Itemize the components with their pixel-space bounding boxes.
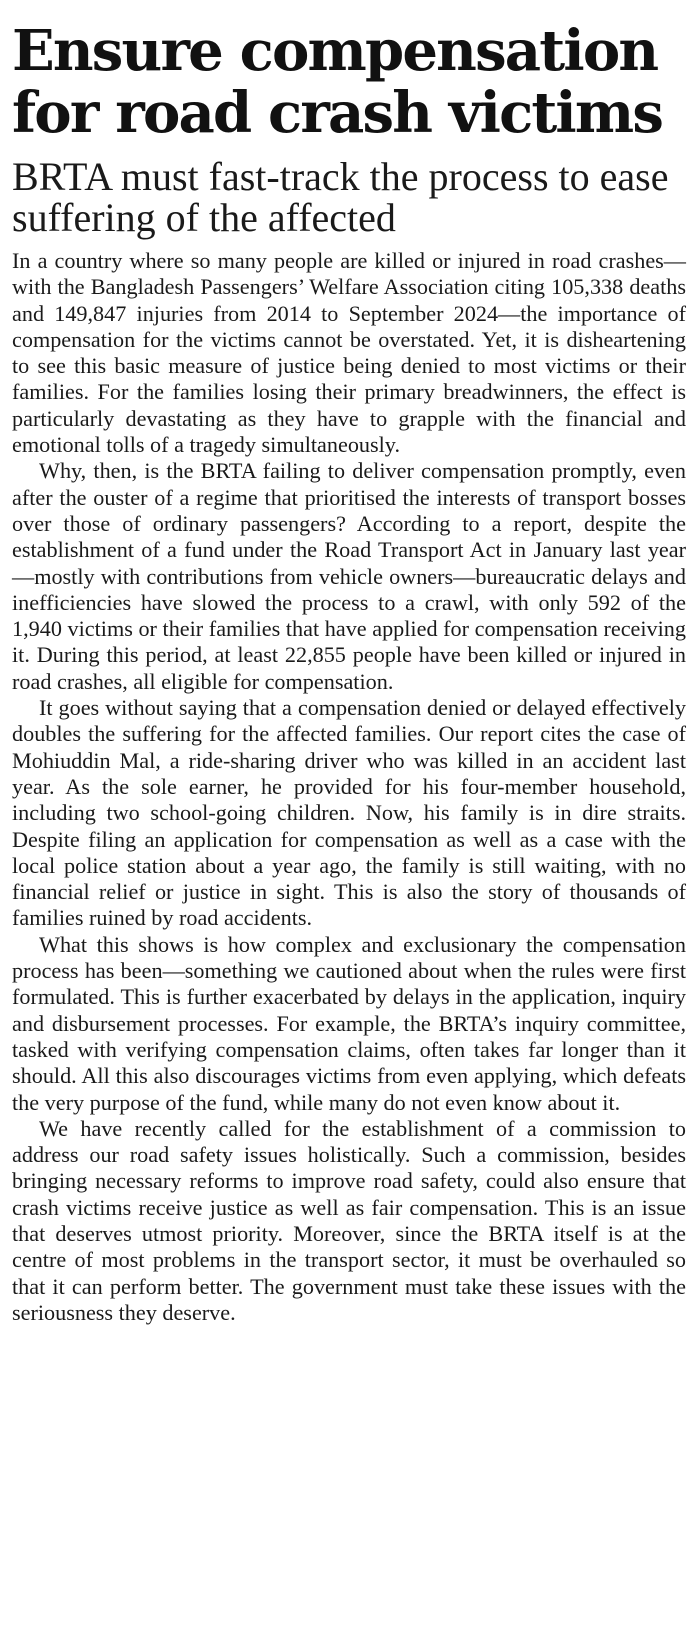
headline: Ensure compensation for road crash victims [12, 18, 663, 146]
subheadline: BRTA must fast-track the process to ease suffering of the affected [12, 154, 669, 240]
body-paragraph: In a country where so many people are killed or injured in road crashes—with the Bangladesh Passengers’ Welfare Association citing 105,338 deaths and 149,847 injuries from 2014 to September 2024—the importance of compensation for the victims cannot be overstated. Yet, it is disheartening to see this basic measure of justice being denied to most victims or their families. For the families losing their primary breadwinners, the effect is particularly devastating as they have to grapple with the financial and emotional tolls of a tragedy simultaneously. [12, 248, 686, 458]
body-paragraph: We have recently called for the establishment of a commission to address our road safety issues holistically. Such a commission, besides bringing necessary reforms to improve road safety, could also ensure that crash victims receive justice as well as fair compensation. This is an issue that deserves utmost priority. Moreover, since the BRTA itself is at the centre of most problems in the transport sector, it must be overhauled so that it can perform better. The government must take these issues with the seriousness they deserve. [12, 1115, 686, 1325]
body-paragraph: It goes without saying that a compensation denied or delayed effectively doubles the suffering for the affected families. Our report cites the case of Mohiuddin Mal, a ride-sharing driver who was killed in an accident last year. As the sole earner, he provided for his four-member household, including two school-going children. Now, his family is in dire straits. Despite filing an application for compensation as well as a case with the local police station about a year ago, the family is still waiting, with no financial relief or justice in sight. This is also the story of thousands of families ruined by road accidents. [12, 695, 686, 931]
article-body [12, 248, 686, 1326]
body-paragraph: What this shows is how complex and exclusionary the compensation process has been—something we cautioned about when the rules were first formulated. This is further exacerbated by delays in the application, inquiry and disbursement processes. For example, the BRTA’s inquiry committee, tasked with verifying compensation claims, often takes far longer than it should. All this also discourages victims from even applying, which defeats the very purpose of the fund, while many do not even know about it. [12, 931, 686, 1115]
body-paragraph: Why, then, is the BRTA failing to deliver compensation promptly, even after the ouster of a regime that prioritised the interests of transport bosses over those of ordinary passengers? According to a report, despite the establishment of a fund under the Road Transport Act in January last year—mostly with contributions from vehicle owners—bureaucratic delays and inefficiencies have slowed the process to a crawl, with only 592 of the 1,940 victims or their families that have applied for compensation receiving it. During this period, at least 22,855 people have been killed or injured in road crashes, all eligible for compensation. [12, 458, 686, 694]
